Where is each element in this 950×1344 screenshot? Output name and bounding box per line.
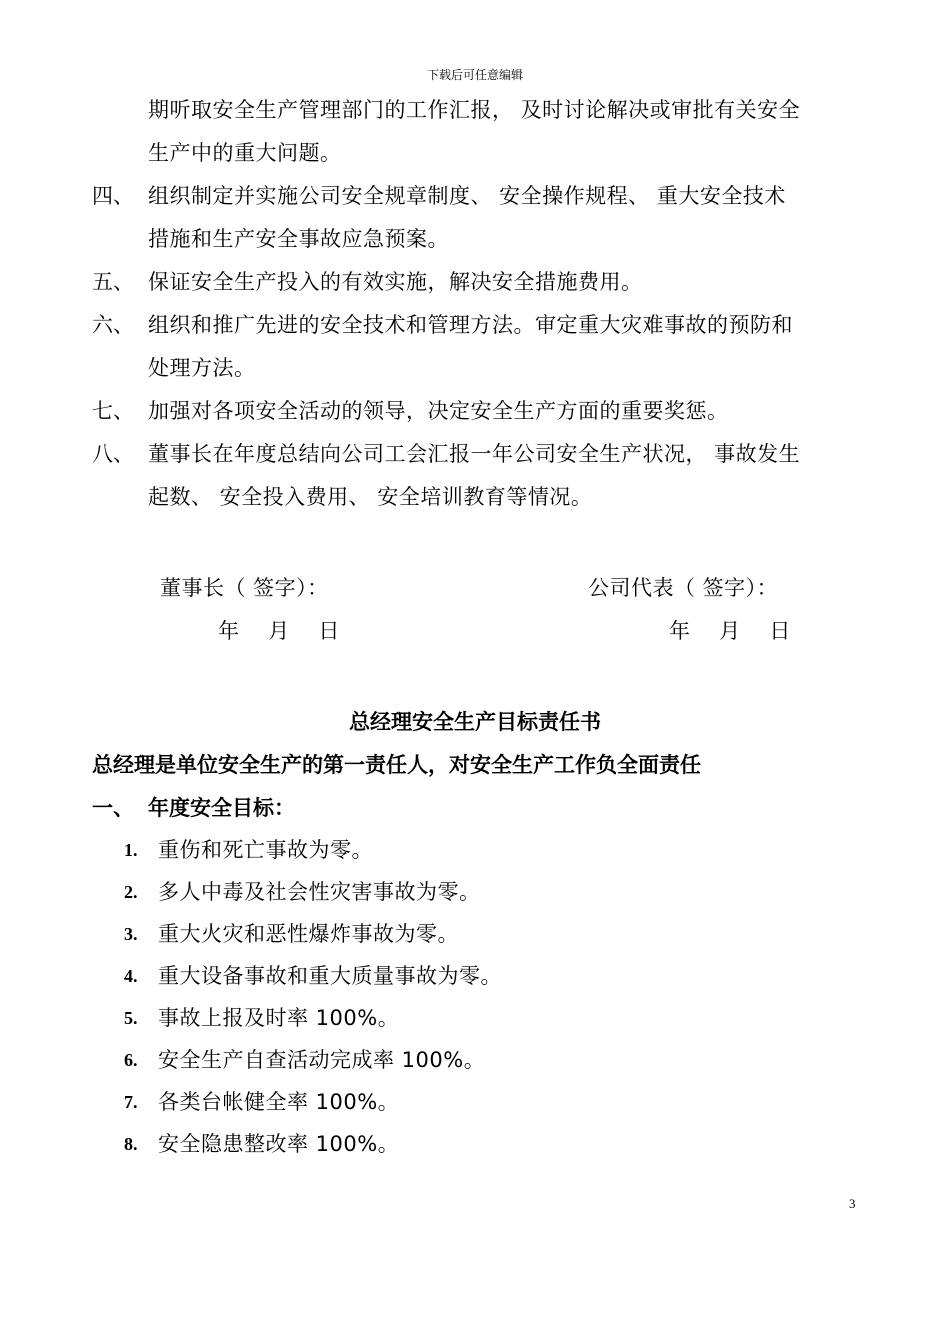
goal-text: 多人中毒及社会性灾害事故为零。	[158, 880, 481, 904]
goal-number: 1.	[124, 840, 138, 860]
goal-text: 各类台帐健全率 100%。	[158, 1090, 400, 1114]
goal-number: 5.	[124, 1008, 138, 1028]
goal-text: 事故上报及时率 100%。	[158, 1006, 400, 1030]
item-line: 措施和生产安全事故应急预案。	[148, 227, 449, 251]
item-line: 加强对各项安全活动的领导，决定安全生产方面的重要奖惩。	[148, 399, 729, 423]
item-number: 七、	[92, 399, 134, 423]
item-line: 处理方法。	[148, 356, 256, 380]
signature-left-label: 董事长（ 签字）：	[160, 576, 329, 600]
signature-left-date: 年 月 日	[218, 619, 340, 643]
goal-text: 重伤和死亡事故为零。	[158, 838, 373, 862]
item-line: 保证安全生产投入的有效实施，解决安全措施费用。	[148, 270, 643, 294]
item-line: 组织和推广先进的安全技术和管理方法。审定重大灾难事故的预防和	[148, 313, 793, 337]
section-title: 总经理安全生产目标责任书	[349, 710, 601, 734]
goal-text: 重大火灾和恶性爆炸事故为零。	[158, 922, 459, 946]
item-number: 五、	[92, 270, 134, 294]
signature-right-label: 公司代表（ 签字）：	[588, 576, 779, 600]
header-note: 下载后可任意编辑	[426, 68, 523, 82]
item-line: 组织制定并实施公司安全规章制度、 安全操作规程、 重大安全技术	[148, 184, 786, 208]
goal-number: 4.	[124, 966, 138, 986]
subsection-label: 年度安全目标：	[148, 796, 295, 820]
goal-text: 重大设备事故和重大质量事故为零。	[158, 964, 502, 988]
item-line: 起数、 安全投入费用、 安全培训教育等情况。	[148, 485, 593, 509]
goal-text: 安全隐患整改率 100%。	[158, 1132, 400, 1156]
goal-number: 3.	[124, 924, 138, 944]
signature-right-date: 年 月 日	[669, 619, 791, 643]
subsection-number: 一、	[92, 796, 134, 820]
goal-number: 8.	[124, 1134, 138, 1154]
section-intro: 总经理是单位安全生产的第一责任人，对安全生产工作负全面责任	[92, 753, 701, 777]
item-number: 六、	[92, 313, 134, 337]
goal-number: 7.	[124, 1092, 138, 1112]
continuation-line-1: 期听取安全生产管理部门的工作汇报， 及时讨论解决或审批有关安全	[148, 98, 801, 122]
goal-text: 安全生产自查活动完成率 100%。	[158, 1048, 486, 1072]
goal-number: 2.	[124, 882, 138, 902]
page-number: 3	[849, 1196, 856, 1211]
continuation-line-2: 生产中的重大问题。	[148, 141, 342, 165]
goal-number: 6.	[124, 1050, 138, 1070]
item-number: 四、	[92, 184, 134, 208]
item-number: 八、	[92, 442, 134, 466]
item-line: 董事长在年度总结向公司工会汇报一年公司安全生产状况， 事故发生	[148, 442, 801, 466]
